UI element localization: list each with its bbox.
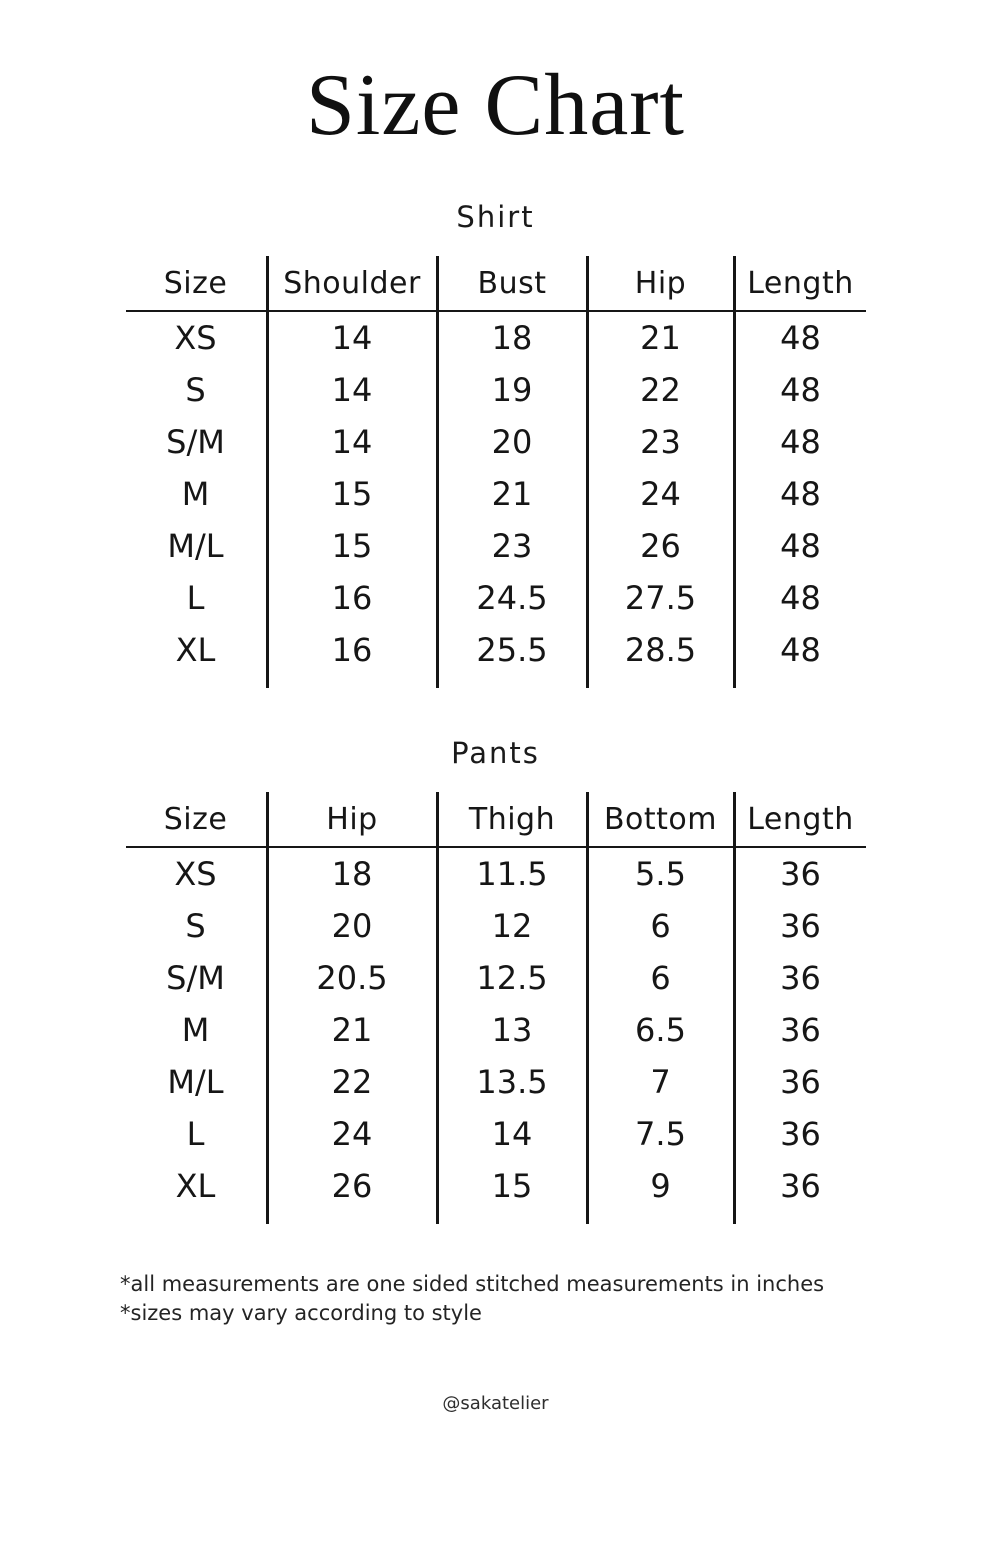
measurement-value: 48 bbox=[733, 364, 866, 416]
measurement-value: 48 bbox=[733, 520, 866, 572]
measurement-value: 25.5 bbox=[436, 624, 586, 688]
measurement-value: 11.5 bbox=[436, 848, 586, 900]
measurement-value: 36 bbox=[733, 1056, 866, 1108]
measurement-value: 36 bbox=[733, 848, 866, 900]
size-label: XS bbox=[174, 319, 217, 358]
column-header: Size bbox=[126, 256, 266, 312]
measurement-value: 12 bbox=[436, 900, 586, 952]
measurement-value: 16 bbox=[266, 572, 436, 624]
column-header: Size bbox=[126, 792, 266, 848]
measurement-value: 23 bbox=[436, 520, 586, 572]
measurement-value: 9 bbox=[586, 1160, 733, 1224]
measurement-value: 20 bbox=[266, 900, 436, 952]
footnote-measurements: *all measurements are one sided stitched measurements in inches bbox=[120, 1272, 825, 1297]
column-header: Length bbox=[733, 256, 866, 312]
measurement-value: 7 bbox=[586, 1056, 733, 1108]
measurement-value: 48 bbox=[733, 468, 866, 520]
brand-handle: @sakatelier bbox=[442, 1393, 549, 1415]
measurement-value: 36 bbox=[733, 1160, 866, 1224]
measurement-value: 23 bbox=[586, 416, 733, 468]
size-table-section bbox=[0, 736, 991, 1224]
column-header: Length bbox=[733, 792, 866, 848]
size-label: M/L bbox=[167, 1063, 224, 1102]
column-header: Shoulder bbox=[266, 256, 436, 312]
measurement-value: 15 bbox=[266, 468, 436, 520]
measurement-value: 19 bbox=[436, 364, 586, 416]
measurement-value: 14 bbox=[266, 312, 436, 364]
measurement-value: 6 bbox=[586, 900, 733, 952]
column-header: Thigh bbox=[436, 792, 586, 848]
size-label: XS bbox=[174, 855, 217, 894]
footnotes bbox=[120, 1270, 991, 1327]
measurement-value: 36 bbox=[733, 952, 866, 1004]
measurement-value: 15 bbox=[436, 1160, 586, 1224]
footnote-sizes-vary: *sizes may vary according to style bbox=[120, 1300, 482, 1325]
measurement-value: 20.5 bbox=[266, 952, 436, 1004]
column-header: Bust bbox=[436, 256, 586, 312]
measurement-value: 18 bbox=[266, 848, 436, 900]
column-header: Bottom bbox=[586, 792, 733, 848]
table-grid bbox=[126, 256, 866, 688]
measurement-value: 6 bbox=[586, 952, 733, 1004]
size-table-section bbox=[0, 200, 991, 688]
size-label: S bbox=[185, 371, 206, 410]
measurement-value: 48 bbox=[733, 416, 866, 468]
table-title: Shirt bbox=[456, 200, 535, 235]
measurement-value: 16 bbox=[266, 624, 436, 688]
measurement-value: 36 bbox=[733, 1108, 866, 1160]
measurement-value: 48 bbox=[733, 572, 866, 624]
table-title: Pants bbox=[451, 736, 540, 771]
measurement-value: 12.5 bbox=[436, 952, 586, 1004]
measurement-value: 18 bbox=[436, 312, 586, 364]
measurement-value: 13 bbox=[436, 1004, 586, 1056]
measurement-value: 26 bbox=[586, 520, 733, 572]
measurement-value: 15 bbox=[266, 520, 436, 572]
measurement-value: 22 bbox=[266, 1056, 436, 1108]
measurement-value: 48 bbox=[733, 312, 866, 364]
measurement-value: 13.5 bbox=[436, 1056, 586, 1108]
measurement-value: 7.5 bbox=[586, 1108, 733, 1160]
measurement-value: 21 bbox=[266, 1004, 436, 1056]
measurement-value: 14 bbox=[266, 416, 436, 468]
measurement-value: 14 bbox=[436, 1108, 586, 1160]
measurement-value: 21 bbox=[436, 468, 586, 520]
measurement-value: 5.5 bbox=[586, 848, 733, 900]
tables-container bbox=[0, 200, 991, 1224]
measurement-value: 21 bbox=[586, 312, 733, 364]
measurement-value: 6.5 bbox=[586, 1004, 733, 1056]
size-label: L bbox=[186, 1115, 205, 1154]
measurement-value: 26 bbox=[266, 1160, 436, 1224]
size-label: S/M bbox=[166, 423, 225, 462]
measurement-value: 28.5 bbox=[586, 624, 733, 688]
size-label: S/M bbox=[166, 959, 225, 998]
size-label: L bbox=[186, 579, 205, 618]
measurement-value: 36 bbox=[733, 1004, 866, 1056]
size-label: M bbox=[181, 1011, 210, 1050]
column-header: Hip bbox=[266, 792, 436, 848]
size-label: XL bbox=[175, 631, 216, 670]
page-title: Size Chart bbox=[305, 57, 685, 154]
measurement-value: 22 bbox=[586, 364, 733, 416]
column-header: Hip bbox=[586, 256, 733, 312]
measurement-value: 36 bbox=[733, 900, 866, 952]
size-label: M bbox=[181, 475, 210, 514]
measurement-value: 27.5 bbox=[586, 572, 733, 624]
measurement-value: 24.5 bbox=[436, 572, 586, 624]
size-label: M/L bbox=[167, 527, 224, 566]
measurement-value: 14 bbox=[266, 364, 436, 416]
measurement-value: 20 bbox=[436, 416, 586, 468]
size-label: S bbox=[185, 907, 206, 946]
measurement-value: 24 bbox=[586, 468, 733, 520]
size-label: XL bbox=[175, 1167, 216, 1206]
table-grid bbox=[126, 792, 866, 1224]
measurement-value: 48 bbox=[733, 624, 866, 688]
measurement-value: 24 bbox=[266, 1108, 436, 1160]
